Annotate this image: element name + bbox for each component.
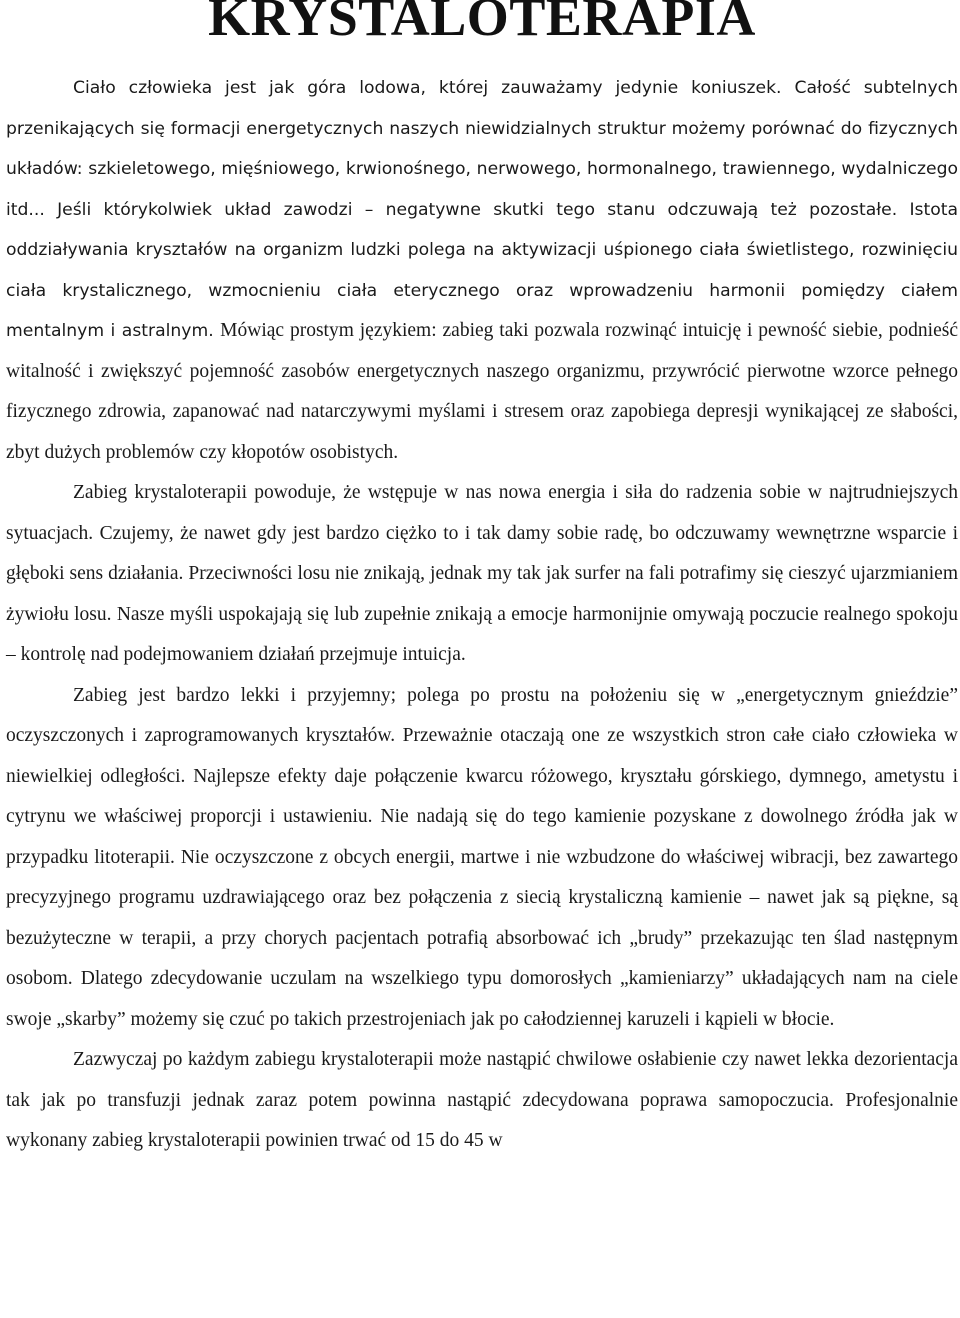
paragraph-3-text: Zabieg jest bardzo lekki i przyjemny; polega po prostu na położeniu się w „energetycznym gnieździe” oczyszczonych i zaprogramowanych kryształów. Przeważnie otaczają one ze wszystkich stron całe ciało człowieka w niewielkiej odległości. Najlepsze efekty daje połączenie kwarcu różowego, kryształu górskiego, dymnego, ametystu i cytrynu we właściwej proporcji i ustawieniu. Nie nadają się do tego kamienie pozyskane z dowolnego źródła jak w przypadku litoterapii. Nie oczyszczone z obcych energii, martwe i nie wzbudzone do właściwej wibracji, bez zawartego precyzyjnego programu uzdrawiającego oraz bez połączenia z siecią krystaliczną kamienie – nawet jak są piękne, są bezużyteczne w terapii, a przy chorych pacjentach potrafią absorbować ich „brudy” przekazując ten ślad następnym osobom. Dlatego zdecydowanie uczulam na wszelkiego typu domorosłych „kamieniarzy” układających nam na ciele swoje „skarby” możemy się czuć po takich przestrojeniach jak po całodziennej karuzeli i kąpieli w błocie. [6,684,958,1030]
paragraph-1-text-sans: Ciało człowieka jest jak góra lodowa, której zauważamy jedynie koniuszek. Całość subtelnych przenikających się formacji energetycznych naszych niewidzialnych struktur możemy porównać do fizycznych układów: szkieletowego, mięśniowego, krwionośnego, nerwowego, hormonalnego, trawiennego, wydalniczego itd... Jeśli którykolwiek układ zawodzi – negatywne skutki tego stanu odczuwają też pozostałe. Istota oddziaływania kryształów na organizm ludzki polega na aktywizacji uśpionego ciała świetlistego, rozwinięciu ciała krystalicznego, wzmocnieniu ciała eterycznego oraz wprowadzeniu harmonii pomiędzy ciałem mentalnym i astralnym. [6,78,958,341]
paragraph-2-text: Zabieg krystaloterapii powoduje, że wstępuje w nas nowa energia i siła do radzenia sobie w najtrudniejszych sytuacjach. Czujemy, że nawet gdy jest bardzo ciężko to i tak damy sobie radę, bo odczuwamy wewnętrzne wsparcie i głęboki sens działania. Przeciwności losu nie znikają, jednak my tak jak surfer na fali potrafimy się cieszyć ujarzmianiem żywiołu losu. Nasze myśli uspokajają się lub zupełnie znikają a emocje harmonijnie omywają poczucie realnego spokoju – kontrolę nad podejmowaniem działań przejmuje intuicja. [6,482,958,665]
paragraph-body-2 [6,473,958,676]
paragraph-4-text: Zazwyczaj po każdym zabiegu krystaloterapii może nastąpić chwilowe osłabienie czy nawet lekka dezorientacja tak jak po transfuzji jednak zaraz potem powinna nastąpić zdecydowana poprawa samopoczucia. Profesjonalnie wykonany zabieg krystaloterapii powinien trwać od 15 do 45 w [6,1049,958,1151]
paragraph-1-text-serif: Mówiąc prostym językiem: zabieg taki pozwala rozwinąć intuicję i pewność siebie, podnieść witalność i zwiększyć pojemność zasobów energetycznych naszego organizmu, przywrócić pierwotne wzorce pełnego fizycznego zdrowia, zapanować nad natarczywymi myślami i stresem oraz zapobiega depresji wynikającej ze słabości, zbyt dużych problemów czy kłopotów osobistych. [6,320,958,463]
document-page [6,0,958,1162]
paragraph-body-3 [6,676,958,1041]
paragraph-body-1 [6,68,958,473]
document-title: KRYSTALOTERAPIA [208,0,756,47]
paragraph-body-4 [6,1040,958,1162]
